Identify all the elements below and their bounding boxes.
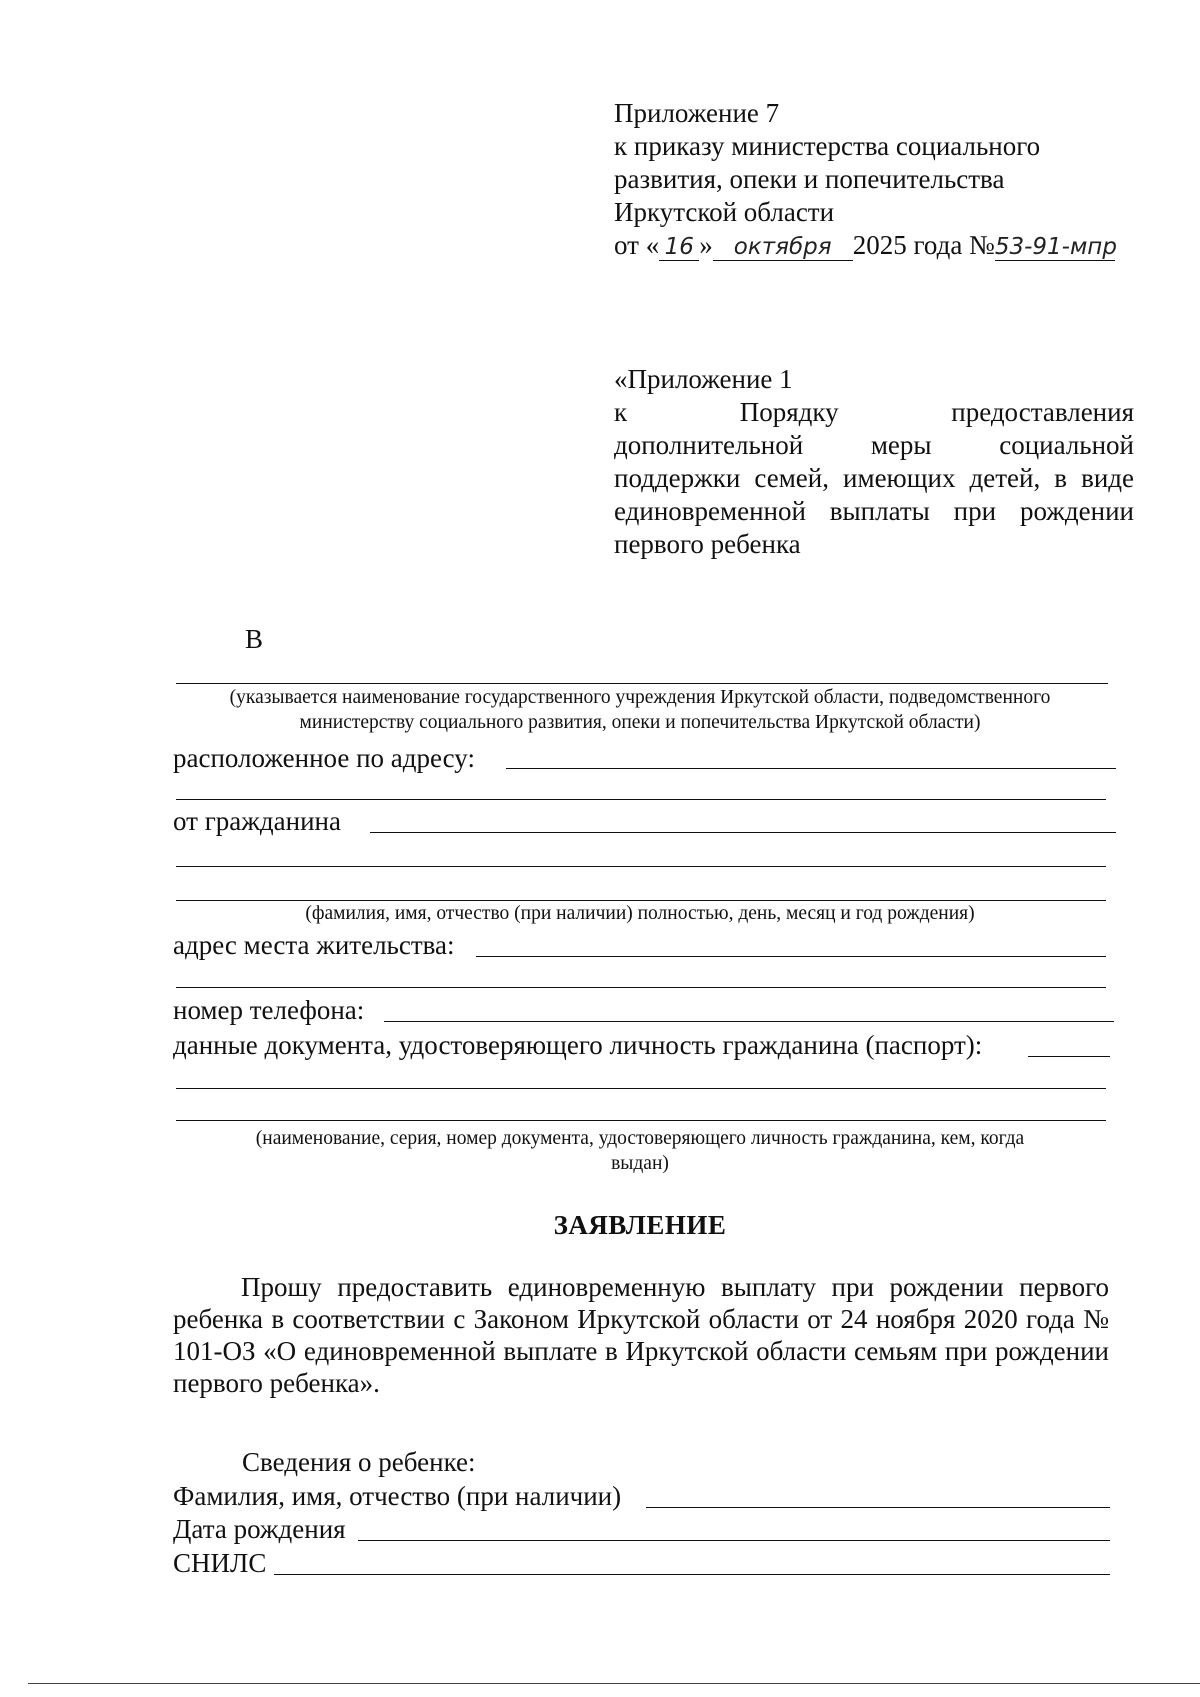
child-info-heading: Сведения о ребенке:: [242, 1447, 476, 1477]
date-day-handwritten: 16: [659, 234, 699, 261]
child-snils-field[interactable]: [274, 1574, 1110, 1575]
residence-label: адрес места жительства:: [173, 930, 455, 960]
page-bottom-edge: [28, 1683, 1200, 1684]
passport-field-3[interactable]: [176, 1120, 1106, 1121]
date-prefix: от «: [614, 230, 660, 260]
passport-field-2[interactable]: [176, 1088, 1106, 1089]
child-birth-field[interactable]: [358, 1540, 1110, 1541]
date-year: 2025 года №: [852, 230, 995, 260]
phone-field[interactable]: [384, 1021, 1114, 1022]
child-birth-label: Дата рождения: [173, 1514, 346, 1544]
statement-body-text: Прошу предоставить единовременную выплату при рождении первого ребенка в соответствии с Законом Иркутской области от 24 ноября 2020 года № 101-ОЗ «О единовременной выплате в Иркутской области семьям при рождении первого ребенка».: [173, 1272, 1109, 1398]
appendix-1-header: [614, 363, 1134, 561]
appendix-1-line-2: к Порядку предоставления: [614, 397, 1134, 427]
citizen-caption: (фамилия, имя, отчество (при наличии) полностью, день, месяц и год рождения): [305, 903, 975, 924]
institution-name-field[interactable]: [176, 683, 1108, 684]
located-address-label: расположенное по адресу:: [173, 743, 475, 773]
appendix-1-line-5: единовременной выплаты при рождении: [614, 496, 1134, 526]
citizen-name-field-2[interactable]: [176, 866, 1106, 867]
date-month-handwritten: октября: [713, 234, 853, 261]
appendix-7-title: Приложение 7: [614, 98, 780, 128]
residence-field-2[interactable]: [176, 987, 1106, 988]
passport-label: данные документа, удостоверяющего личность гражданина (паспорт):: [173, 1030, 983, 1060]
appendix-1-title: «Приложение 1: [614, 364, 793, 394]
located-address-field[interactable]: [506, 768, 1116, 769]
appendix-1-line-3: дополнительной меры социальной: [614, 430, 1134, 460]
located-address-field-2[interactable]: [176, 799, 1106, 800]
to-label: В: [245, 624, 264, 654]
appendix-1-line-6: первого ребенка: [614, 529, 801, 559]
child-name-field[interactable]: [646, 1507, 1110, 1508]
institution-caption-2: министерству социального развития, опеки и попечительства Иркутской области): [299, 712, 981, 733]
order-number-handwritten: 53-91-мпр: [994, 234, 1117, 260]
citizen-name-field-3[interactable]: [176, 900, 1106, 901]
passport-caption-1: (наименование, серия, номер документа, удостоверяющего личность гражданина, кем, когда: [255, 1128, 1025, 1149]
statement-body: [173, 1271, 1109, 1399]
appendix-1-line-4: поддержки семей, имеющих детей, в виде: [614, 463, 1134, 493]
appendix-7-line-3: развития, опеки и попечительства: [614, 164, 1005, 194]
statement-title: ЗАЯВЛЕНИЕ: [553, 1210, 727, 1240]
appendix-7-line-2: к приказу министерства социального: [614, 131, 1041, 161]
residence-field[interactable]: [476, 956, 1106, 957]
date-mid: »: [699, 230, 713, 260]
institution-caption-1: (указывается наименование государственного учреждения Иркутской области, подведомственного: [229, 687, 1051, 708]
child-snils-label: СНИЛС: [173, 1548, 267, 1578]
order-date-line: [614, 229, 1174, 262]
citizen-name-field[interactable]: [370, 832, 1116, 833]
appendix-7-line-4: Иркутской области: [614, 197, 835, 227]
from-citizen-label: от гражданина: [173, 806, 341, 836]
passport-caption-2: выдан): [611, 1153, 669, 1174]
passport-field[interactable]: [1028, 1056, 1110, 1057]
child-name-label: Фамилия, имя, отчество (при наличии): [173, 1481, 622, 1511]
appendix-7-header: [614, 97, 1174, 262]
phone-label: номер телефона:: [173, 995, 365, 1025]
